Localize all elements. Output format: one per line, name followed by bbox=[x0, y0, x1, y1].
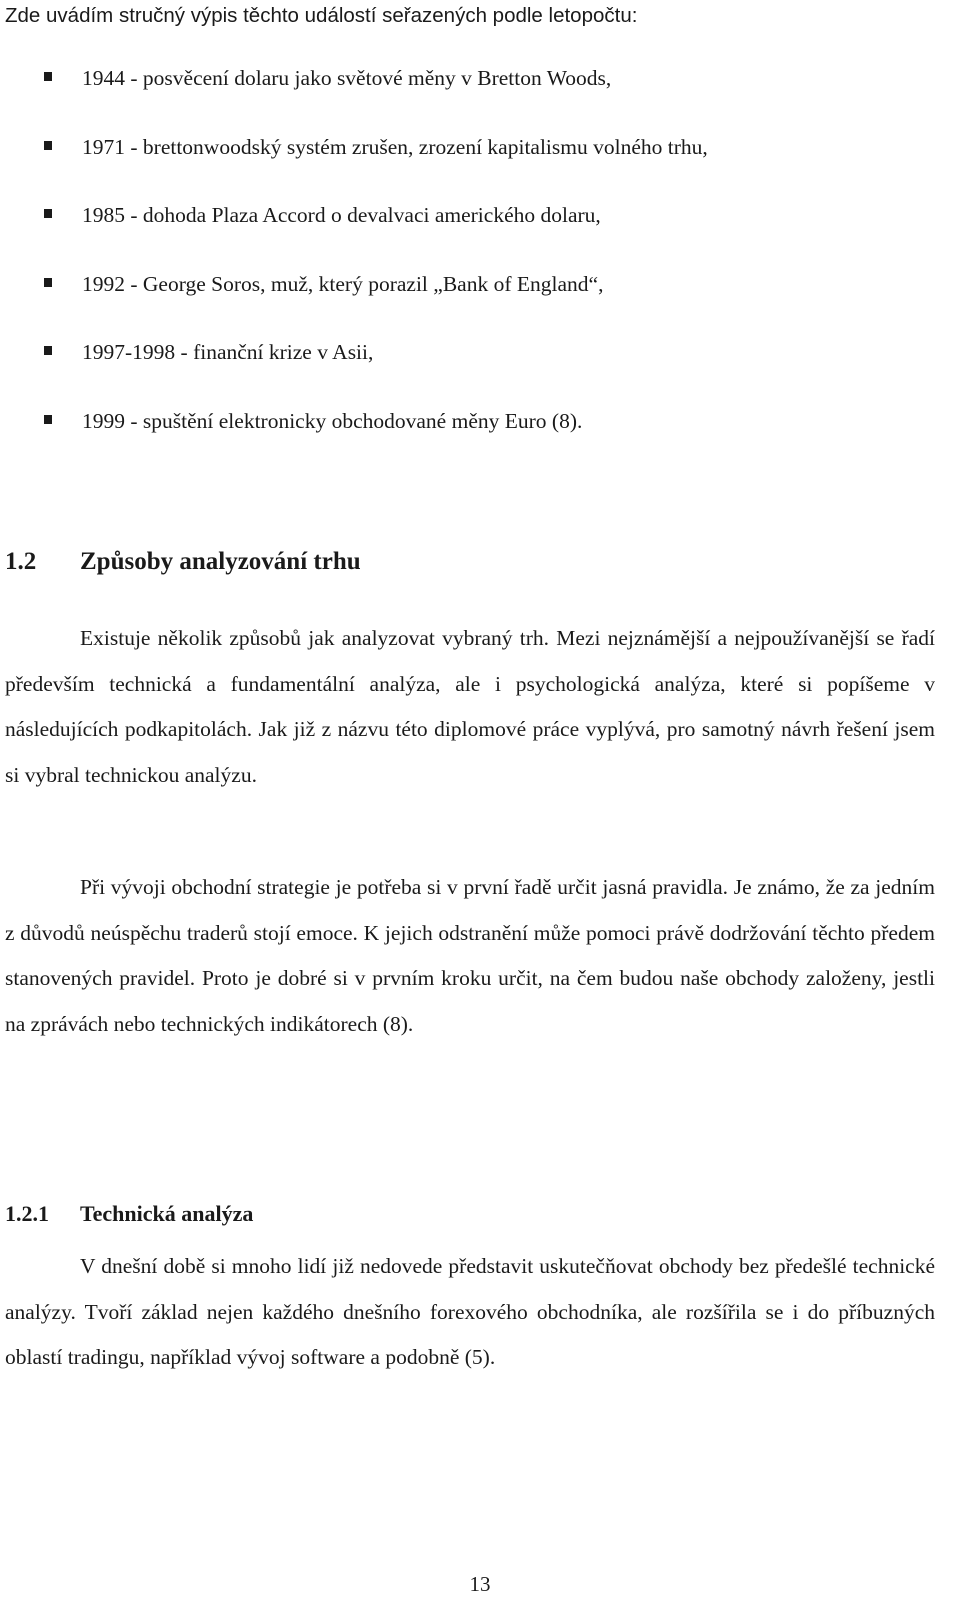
paragraph-trading-strategy: Při vývoji obchodní strategie je potřeba si v první řadě určit jasná pravidla. Je známo, že za jedním z důvodů neúspěchu traderů stojí emoce. K jejich odstranění může pomoci právě dodržování těchto předem stanovených pravidel. Proto je dobré si v prvním kroku určit, na čem budou naše obchody založeny, jestli na zprávách nebo technických indikátorech (8). bbox=[5, 875, 935, 1037]
subsection-number: 1.2.1 bbox=[5, 1201, 49, 1226]
square-bullet-icon bbox=[44, 278, 52, 287]
subsection-heading bbox=[5, 1199, 253, 1229]
section-heading bbox=[5, 546, 361, 578]
list-item bbox=[0, 62, 960, 131]
events-list bbox=[0, 62, 960, 473]
paragraph-analysis-methods: Existuje několik způsobů jak analyzovat vybraný trh. Mezi nejznámější a nejpoužívanější se řadí především technická a fundamentální analýza, ale i psychologická analýza, které si popíšeme v následujících podkapitolách. Jak již z názvu této diplomové práce vyplývá, pro samotný návrh řešení jsem si vybral technickou analýzu. bbox=[5, 626, 935, 788]
intro-text: Zde uvádím stručný výpis těchto událostí seřazených podle letopočtu: bbox=[5, 4, 638, 27]
square-bullet-icon bbox=[44, 141, 52, 150]
event-text: 1944 - posvěcení dolaru jako světové měny v Bretton Woods, bbox=[82, 66, 612, 90]
page-number: 13 bbox=[469, 1572, 491, 1596]
section-title: Způsoby analyzování trhu bbox=[80, 548, 361, 575]
event-text: 1971 - brettonwoodský systém zrušen, zrození kapitalismu volného trhu, bbox=[82, 134, 708, 159]
square-bullet-icon bbox=[44, 415, 52, 424]
event-text: 1992 - George Soros, muž, který porazil „Bank of England“, bbox=[82, 271, 604, 296]
subsection-title: Technická analýza bbox=[80, 1201, 254, 1226]
list-item bbox=[0, 199, 960, 268]
list-item bbox=[0, 405, 960, 474]
square-bullet-icon bbox=[44, 209, 52, 218]
list-item bbox=[0, 268, 960, 337]
section-number: 1.2 bbox=[5, 548, 37, 575]
square-bullet-icon bbox=[44, 346, 52, 355]
paragraph-technical-analysis: V dnešní době si mnoho lidí již nedovede představit uskutečňovat obchody bez předešlé technické analýzy. Tvoří základ nejen každého dnešního forexového obchodníka, ale rozšířila se i do příbuzných oblastí tradingu, například vývoj software a podobně (5). bbox=[5, 1254, 935, 1370]
event-text: 1999 - spuštění elektronicky obchodované měny Euro (8). bbox=[82, 408, 583, 433]
event-text: 1985 - dohoda Plaza Accord o devalvaci amerického dolaru, bbox=[82, 203, 601, 227]
square-bullet-icon bbox=[44, 72, 52, 81]
event-text: 1997-1998 - finanční krize v Asii, bbox=[82, 340, 374, 364]
list-item bbox=[0, 336, 960, 405]
list-item bbox=[0, 131, 960, 200]
